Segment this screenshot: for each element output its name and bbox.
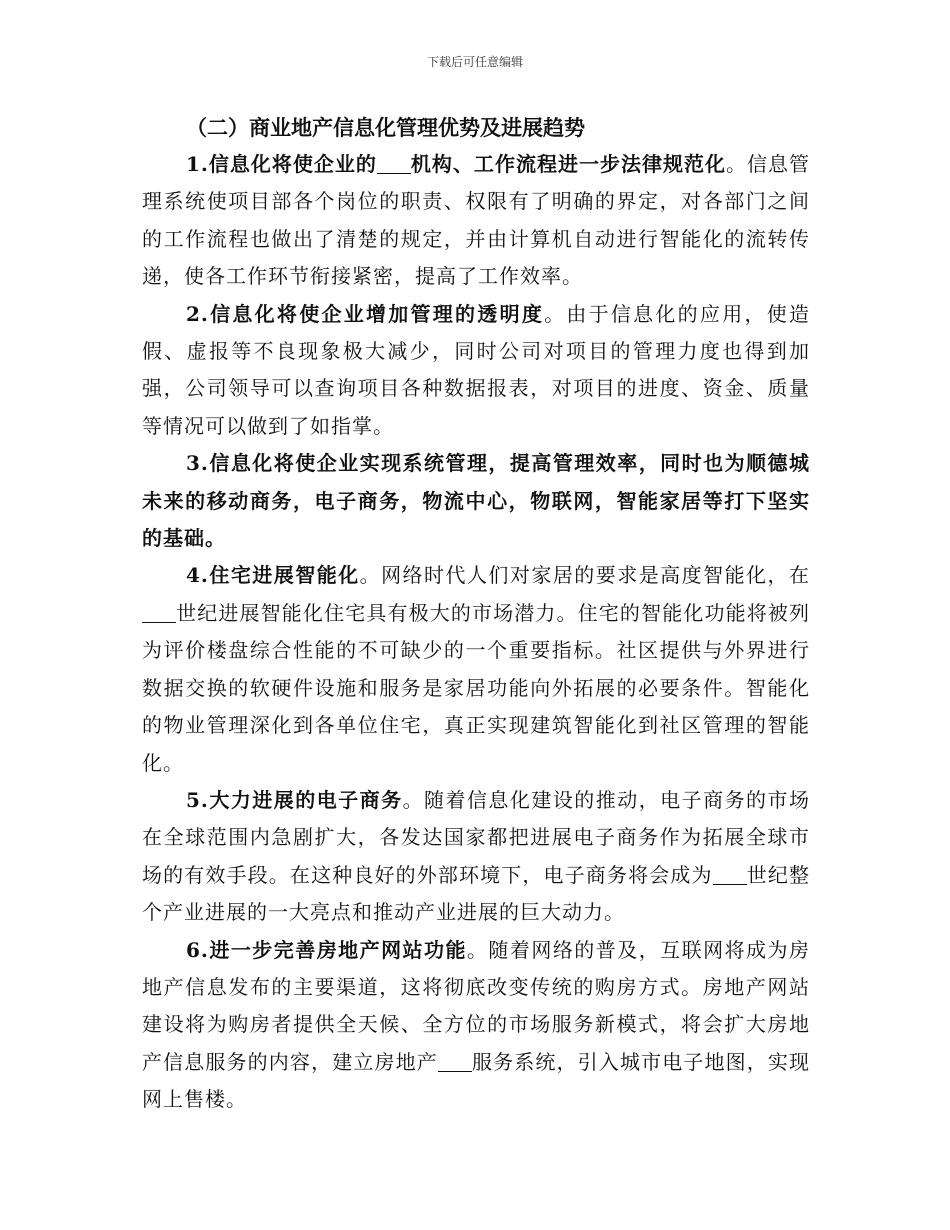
paragraph-6 [142,932,810,1119]
paragraph-1-body: 。信息管理系统使项目部各个岗位的职责、权限有了明确的界定，对各部门之间的工作流程也做出了清楚的规定，并由计算机自动进行智能化的流转传递，使各工作环节衔接紧密，提高了工作效率。 [142,152,810,289]
paragraph-6-lead: 6.进一步完善房地产网站功能 [186,937,467,962]
paragraph-6-body-b: 服务系统，引入城市电子地图，实现网上售楼。 [142,1049,811,1112]
paragraph-5 [142,782,810,932]
section-title: （二）商业地产信息化管理优势及进展趋势 [186,115,585,140]
document-body [142,110,810,1119]
paragraph-3-text: 3.信息化将使企业实现系统管理，提高管理效率，同时也为顺德城未来的移动商务，电子商务，物流中心，物联网，智能家居等打下坚实的基础。 [142,451,810,551]
page-header-note: 下载后可任意编辑 [426,55,523,69]
paragraph-1 [142,146,810,296]
paragraph-2 [142,296,810,446]
paragraph-5-body-a: 。随着信息化建设的推动，电子商务的市场在全球范围内急剧扩大，各发达国家都把进展电子商务作为拓展全球市场的有效手段。在这种良好的外部环境下，电子商务将会成为 [142,787,810,887]
paragraph-4-body-b: 世纪进展智能化住宅具有极大的市场潜力。住宅的智能化功能将被列为评价楼盘综合性能的不可缺少的一个重要指标。社区提供与外界进行数据交换的软硬件设施和服务是家居功能向外拓展的必要条件。智能化的物业管理深化到各单位住宅，真正实现建筑智能化到社区管理的智能化。 [142,600,810,775]
paragraph-4-body-a: 。网络时代人们对家居的要求是高度智能化，在 [359,563,810,588]
paragraph-4 [142,557,810,781]
paragraph-2-lead: 2.信息化将使企业增加管理的透明度 [186,301,545,326]
paragraph-5-body-b: 世纪整个产业进展的一大亮点和推动产业进展的巨大动力。 [142,862,811,925]
paragraph-3 [142,445,810,557]
blank-underline [713,864,747,885]
blank-underline [377,153,411,174]
blank-underline [438,1051,472,1072]
paragraph-6-body-a: 。随着网络的普及，互联网将成为房地产信息发布的主要渠道，这将彻底改变传统的购房方式。房地产网站建设将为购房者提供全天候、全方位的市场服务新模式，将会扩大房地产信息服务的内容，建立房地产 [142,937,810,1074]
paragraph-1-lead-a: 1.信息化将使企业的 [186,152,377,176]
paragraph-1-lead-b: 机构、工作流程进一步法律规范化 [410,152,726,176]
paragraph-5-lead: 5.大力进展的电子商务 [186,787,403,812]
paragraph-4-lead: 4.住宅进展智能化 [186,563,360,588]
blank-underline [142,602,176,623]
paragraph-2-body: 。由于信息化的应用，使造假、虚报等不良现象极大减少，同时公司对项目的管理力度也得到加强，公司领导可以查询项目各种数据报表，对项目的进度、资金、质量等情况可以做到了如指掌。 [142,301,810,438]
